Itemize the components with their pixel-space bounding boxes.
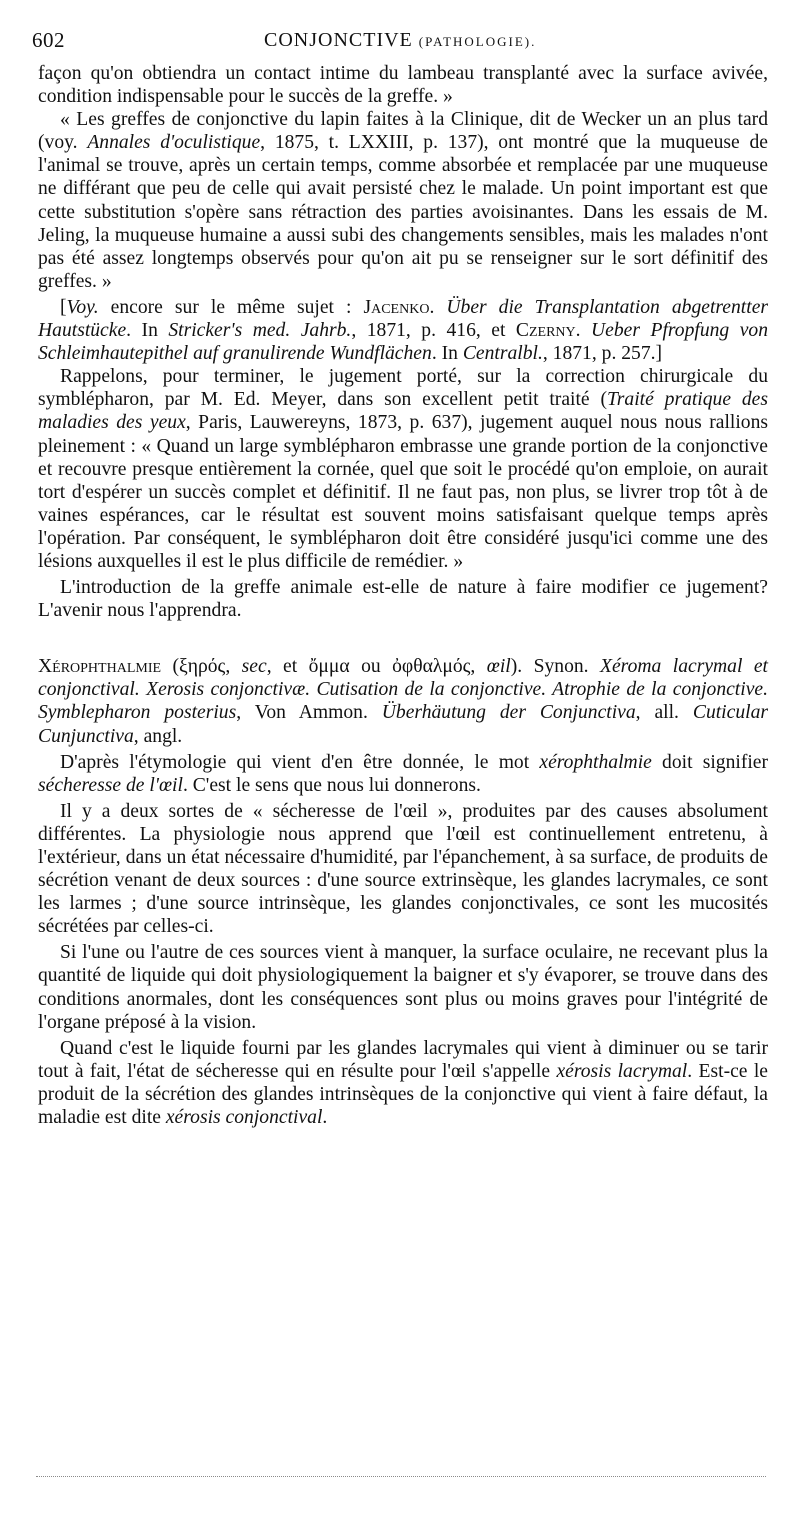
entry-synonyms: Xéroma lacrymal et conjonctival. Xerosis conjonctivæ. Cutisation de la conjonctive. Atrophie de la conjonctive. Symblepharon posterius xyxy=(38,656,768,724)
paragraph-3-text-g: , 1871, p. 257.] xyxy=(542,343,663,365)
paragraph-7-text-c: . C'est le sens que nous lui donnerons. xyxy=(182,774,481,796)
paragraph-7-text-a: D'après l'étymologie qui vient d'en être donnée, le mot xyxy=(60,751,540,773)
page-number: 602 xyxy=(32,28,65,52)
paragraph-1-text: façon qu'on obtiendra un contact intime du lambeau transplanté avec la surface avivée, condition indispensable pour le succès de la greffe. » xyxy=(38,63,768,108)
paragraph-8-text: Il y a deux sortes de « sécheresse de l'œil », produites par des causes absolument différentes. La physiologie nous apprend que l'œil est continuellement entretenu, à l'extérieur, dans un état nécessaire d'humidité, par l'épanchement, à sa surface, de produits de sécrétion venant de deux sources : d'une source extrinsèque, les glandes lacrymales, ce sont les larmes ; d'une source intrinsèque, les glandes conjonctivales, ce sont les mucosités sécrétées par celles-ci. xyxy=(38,800,768,938)
treatise-title: Traité pratique des maladies des yeux xyxy=(38,389,768,434)
paragraph-5-text: L'introduction de la greffe animale est-elle de nature à faire modifier ce jugement? L'avenir nous l'apprendra. xyxy=(38,577,768,622)
entry-synonym-german: Überhäutung der Conjunctiva xyxy=(381,702,636,724)
body-text xyxy=(38,62,768,1129)
paragraph-3-text-c: . In xyxy=(126,320,169,342)
paragraph-8 xyxy=(38,800,768,939)
paragraph-7 xyxy=(38,751,768,797)
reference-journal-1: Stricker's med. Jahrb. xyxy=(168,320,352,342)
paragraph-4-text-b: , Paris, Lauwereyns, 1873, p. 637), jugement auquel nous nous rallions pleinement : « Quand un large symblépharon embrasse une grande portion de la conjonctive et recouvre presque entièrement la cornée, quel que soit le procédé qu'on emploie, on aurait tort d'espérer un succès complet et définitif. Il ne faut pas, non plus, se livrer trop tôt à de vaines espérances, car le résultat est souvent moins satisfaisant quelque temps après l'opération. Par conséquent, le symblépharon doit être considéré jusqu'ici comme une des lésions auxquelles il est le plus difficile de remédier. » xyxy=(38,412,769,572)
entry-text-f: , angl. xyxy=(133,725,183,747)
paragraph-3-text-a: encore sur le même sujet : xyxy=(98,296,364,318)
author-czerny: Czerny xyxy=(515,320,576,342)
paragraph-2-text-a: « Les greffes de conjonctive du lapin faites à la Clinique, dit de Wecker un an plus tard (voy. xyxy=(38,109,768,154)
paragraph-10-text-a: Quand c'est le liquide fourni par les glandes lacrymales qui vient à diminuer ou se tarir tout à fait, l'état de sécheresse qui en résulte pour l'œil s'appelle xyxy=(38,1037,768,1082)
entry-text-e: , all. xyxy=(635,702,693,724)
term-xerosis-lacrymal: xérosis lacrymal xyxy=(556,1060,688,1082)
entry-text-a: (ξηρός, xyxy=(161,656,242,678)
running-head-subtitle: (PATHOLOGIE). xyxy=(418,34,537,49)
entry-gloss-sec: sec xyxy=(241,656,267,678)
entry-headword: Xérophthalmie xyxy=(38,656,162,678)
paragraph-2 xyxy=(38,108,768,293)
paragraph-10 xyxy=(38,1037,768,1129)
term-secheresse: sécheresse de l'œil xyxy=(38,774,183,796)
entry-xerophthalmie xyxy=(38,655,768,747)
term-xerophthalmie: xérophthalmie xyxy=(539,751,652,773)
paragraph-4-text-a: Rappelons, pour terminer, le jugement porté, sur la correction chirurgicale du symblépharon, par M. Ed. Meyer, dans son excellent petit traité ( xyxy=(38,366,768,411)
paragraph-3-text-e: . xyxy=(575,320,592,342)
paragraph-10-text-b: . Est-ce le produit de la sécrétion des glandes intrinsèques de la conjonctive qui vient à faire défaut, la maladie est dite xyxy=(38,1060,768,1129)
paragraph-3-text-b: . xyxy=(429,296,447,318)
running-head-title: CONJONCTIVE xyxy=(264,29,413,51)
paragraph-5 xyxy=(38,576,768,622)
entry-text-d: , Von Ammon. xyxy=(236,702,382,724)
paragraph-4 xyxy=(38,365,768,573)
entry-text-b: , et ὄμμα ou ὀφθαλμός, xyxy=(266,656,487,678)
footer-dotted-rule xyxy=(36,1476,766,1477)
entry-gloss-oeil: œil xyxy=(486,656,511,678)
paragraph-1 xyxy=(38,62,768,108)
paragraph-2-text-b: , 1875, t. LXXIII, p. 137), ont montré que la muqueuse de l'animal se trouve, après un certain temps, comme absorbée et remplacée par une muqueuse ne différant que peu de celle qui avait persisté chez le malade. Un point important est que cette substitution s'opère sans rétraction des parties avoisinantes. Dans les essais de M. Jeling, la muqueuse humaine a aussi subi des changements sensibles, mais les malades n'ont pas été assez longtemps observés pour qu'on ait pu se renseigner sur le sort définitif des greffes. » xyxy=(38,132,768,292)
reference-title-1: Über die Transplantation abgetrentter Hautstücke xyxy=(38,296,769,342)
paragraph-9 xyxy=(38,941,768,1033)
running-head xyxy=(264,29,536,52)
paragraph-3-text-d: , 1871, p. 416, et xyxy=(351,320,516,342)
reference-title-2: Ueber Pfropfung von Schleimhautepithel auf granulirende Wundflächen xyxy=(38,320,769,365)
page-header xyxy=(32,28,772,58)
paragraph-9-text: Si l'une ou l'autre de ces sources vient à manquer, la surface oculaire, ne recevant plus la quantité de liquide qui doit physiologiquement la baigner et s'y évaporer, se trouve dans des conditions anormales, dont les conséquences sont plus ou moins graves pour l'intégrité de l'organe préposé à la vision. xyxy=(38,942,768,1033)
entry-synonym-english: Cuticular Cunjunctiva xyxy=(38,702,768,747)
reference-journal-2: Centralbl. xyxy=(462,343,543,365)
paragraph-7-text-b: doit signifier xyxy=(651,751,769,773)
journal-title: Annales d'oculistique xyxy=(87,132,261,154)
bracket-open: [ xyxy=(60,296,67,318)
paragraph-3-text-f: . In xyxy=(431,343,463,365)
term-xerosis-conjonctival: xérosis conjonctival xyxy=(165,1107,323,1129)
paragraph-3-references xyxy=(38,296,768,365)
entry-text-c: ). Synon. xyxy=(510,656,601,678)
author-jacenko: Jacenko xyxy=(363,296,430,318)
paragraph-10-text-c: . xyxy=(322,1107,328,1129)
voy-abbrev: Voy. xyxy=(66,296,99,318)
